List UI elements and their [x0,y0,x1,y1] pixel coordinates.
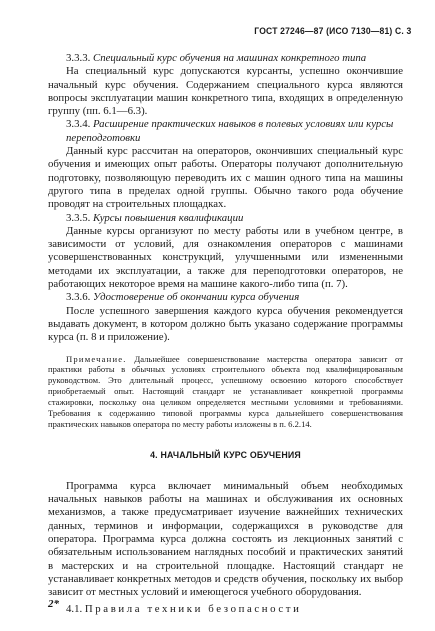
section-4-heading: 4. НАЧАЛЬНЫЙ КУРС ОБУЧЕНИЯ [150,449,301,460]
section-number: 3.3.5. [66,211,91,224]
section-title: Специальный курс обучения на машинах конкретного типа [93,52,367,64]
section-3-3-4-body: Данный курс рассчитан на операторов, окончивших специальный курс обучения и имеющих опыт работы. Операторы получают дополнительную подготовку, позволяющую переводить их с машин одного типа на машины другого типа в пределах одной группы. Обычно такого рода обучение проводят на строительных площадках. [48,145,403,211]
section-number: 3.3.3. [66,52,91,64]
section-4-1-heading [48,603,403,616]
section-3-3-6-heading [48,291,403,304]
section-3-3-5-body: Данные курсы организуют по месту работы или в учебном центре, в зависимости от условий, для ознакомления операторов с машинами усовершенствованных конструкций, улучшенными или измененными методами их эксплуатации, а также для переподготовки операторов, не работающих некоторое время на машине какого-либо типа (п. 7). [48,224,403,291]
section-3-3-3-heading [48,52,403,65]
note-paragraph [48,354,403,430]
section-title: Курсы повышения квалификации [93,211,244,224]
section-title: Правила техники безопасности [84,602,302,615]
section-title: Удостоверение об окончании курса обучения [93,291,300,304]
page-number: 2* [48,598,59,610]
section-number: 3.3.6. [66,291,91,304]
document-header: ГОСТ 27246—87 (ИСО 7130—81) С. 3 [253,26,411,36]
section-4-body: Программа курса включает минимальный объем необходимых начальных навыков работы на машинах и обслуживания их основных механизмов, а также предусматривает изучение важнейших технических данных, терминов и информации, содержащихся в руководстве для оператора. Программа курса должна состоять из лекционных занятий с обязательным использованием наглядных пособий и практических занятий в мастерских и на строительной площадке. Настоящий стандарт не устанавливает конкретных методов и средств обучения, поскольку их выбор зависит от местных условий и имеющегося учебного оборудования. [48,479,403,599]
page-content [48,52,403,616]
section-3-3-6-body: После успешного завершения каждого курса обучения рекомендуется выдавать документ, в котором должно быть указано содержание программы курса (п. 8 и приложение). [48,304,403,344]
section-3-3-4-heading [48,118,403,145]
section-3-3-5-heading [48,212,403,225]
section-3-3-3-body: На специальный курс допускаются курсанты, успешно окончившие начальный курс обучения. Содержанием специального курса являются вопросы эксплуатации машин конкретного типа, входящих в определенную группу (пп. 6.1—6.3). [48,65,403,118]
section-number: 3.3.4. [66,118,91,131]
note-label: Примечание. [66,353,127,364]
section-title: Расширение практических навыков в полевых условиях или курсы переподготовки [66,118,394,144]
section-number: 4.1. [66,602,83,615]
note-text: Дальнейшее совершенствование мастерства оператора зависит от практики работы в обычных условиях строительного объекта под квалифицированным руководством. Это длительный процесс, успешному освоению которого способствует приобретаемый опыт. Настоящий стандарт не устанавливает конкретной программы стажировки, поскольку она целиком определяется местными условиями и требованиями. Требования к содержанию типовой программы курса дальнейшего совершенствования практических навыков оператора по месту работы изложены в п. 6.2.14. [48,353,403,429]
